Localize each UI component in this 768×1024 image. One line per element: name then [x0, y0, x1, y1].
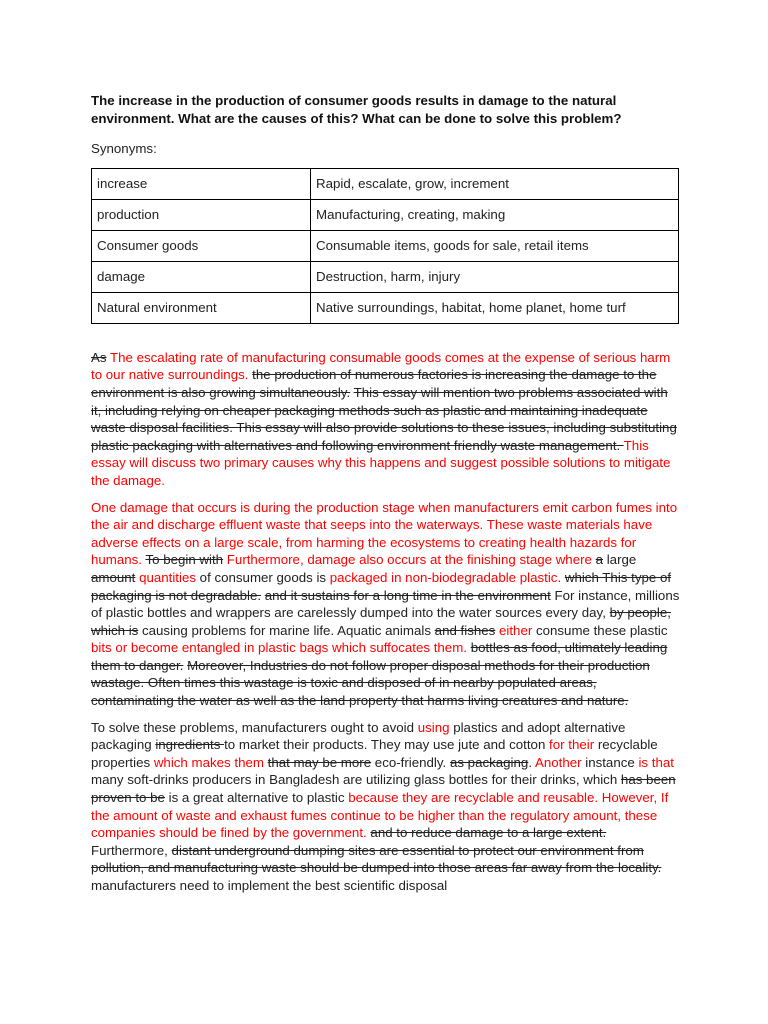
- essay-paragraph-solutions: [91, 719, 681, 895]
- synonym-word-cell: Natural environment: [92, 292, 311, 323]
- essay-text-run: recyclable properties: [91, 737, 658, 770]
- essay-text-run: plastics and adopt alternative packaging: [91, 719, 626, 753]
- synonym-word-cell: Consumer goods: [92, 230, 311, 261]
- inserted-text-run: One damage that occurs is during the production stage when manufacturers emit carbon fumes into the air and discharge effluent waste that seeps into the waterways. These waste materials have adverse effects on a large scale, from harming the ecosystems to creating health hazards for humans.: [91, 499, 678, 568]
- essay-text-run: causing problems for marine life. Aquatic animals: [138, 622, 435, 638]
- table-row: [92, 230, 679, 261]
- table-row: [92, 199, 679, 230]
- deleted-text-run: amount: [91, 569, 136, 585]
- essay-text-run: instance: [581, 754, 639, 770]
- deleted-text-run: To begin with: [145, 552, 224, 568]
- document-page: [91, 92, 681, 904]
- table-row: [92, 261, 679, 292]
- synonym-word-cell: increase: [92, 168, 311, 199]
- inserted-text-run: packaged in non-biodegradable plastic.: [329, 569, 562, 585]
- essay-paragraph-intro: [91, 349, 681, 490]
- deleted-text-run: Moreover, Industries do not follow proper disposal methods for their production wastage. Often times this wastage is toxic and disposed of in nearby populated areas, contaminating the water as well as the land property that harms living creatures and nature.: [91, 657, 650, 709]
- essay-paragraph-causes: [91, 499, 681, 710]
- deleted-text-run: as packaging: [449, 754, 529, 770]
- inserted-text-run: This essay will discuss two primary causes why this happens and suggest possible solutions to mitigate the damage.: [91, 437, 671, 488]
- essay-text-run: Furthermore,: [91, 842, 172, 858]
- essay-question: The increase in the production of consumer goods results in damage to the natural environment. What are the causes of this? What can be done to solve this problem?: [91, 93, 622, 126]
- inserted-text-run: either: [499, 622, 533, 638]
- synonym-word-cell: damage: [92, 261, 311, 292]
- deleted-text-run: and to reduce damage to a large extent.: [370, 825, 607, 841]
- deleted-text-run: This essay will mention two problems associated with it, including relying on cheaper packaging methods such as plastic and maintaining inadequate waste disposal facilities. This essay will also provide solutions to these issues, including substituting plastic packaging with alternatives and following environment friendly waste management.: [91, 384, 677, 453]
- deleted-text-run: which This type of packaging is not degradable.: [91, 569, 672, 603]
- deleted-text-run: As: [91, 349, 107, 365]
- table-row: [92, 292, 679, 323]
- table-row: [92, 168, 679, 199]
- deleted-text-run: has been proven to be: [91, 772, 676, 806]
- essay-text-run: to market their products. They may use jute and cotton: [224, 737, 550, 753]
- inserted-text-run: The escalating rate of manufacturing consumable goods comes at the expense of serious harm to our native surroundings.: [91, 349, 671, 383]
- deleted-text-run: that may be more: [267, 754, 372, 770]
- essay-text-run: To solve these problems, manufacturers ought to avoid: [91, 719, 418, 735]
- essay-text-run: manufacturers need to implement the best scientific disposal: [91, 878, 448, 893]
- synonym-list-cell: Rapid, escalate, grow, increment: [311, 168, 679, 199]
- synonyms-label: Synonyms:: [91, 141, 157, 157]
- essay-text-run: .: [528, 754, 535, 770]
- inserted-text-run: using: [417, 719, 450, 735]
- synonyms-table: [91, 168, 679, 324]
- essay-text-run: For instance, millions of plastic bottles and wrappers are carelessly dumped into the water sources every day,: [91, 587, 680, 621]
- deleted-text-run: a: [595, 552, 604, 568]
- synonym-list-cell: Native surroundings, habitat, home planet, home turf: [311, 292, 679, 323]
- inserted-text-run: quantities: [139, 569, 196, 585]
- essay-text-run: eco-friendly.: [371, 754, 450, 770]
- inserted-text-run: because they are recyclable and reusable. However, If the amount of waste and exhaust fumes continue to be higher than the regulatory amount, these companies should be fined by the government.: [91, 790, 669, 841]
- deleted-text-run: distant underground dumping sites are essential to protect our environment from pollution, and manufacturing waste should be dumped into those areas far away from the locality.: [91, 842, 662, 876]
- synonym-list-cell: Manufacturing, creating, making: [311, 199, 679, 230]
- synonym-list-cell: Consumable items, goods for sale, retail items: [311, 230, 679, 261]
- deleted-text-run: and it sustains for a long time in the environment: [264, 587, 551, 603]
- inserted-text-run: which makes them: [153, 754, 264, 770]
- inserted-text-run: Furthermore, damage also occurs at the finishing stage where: [226, 552, 592, 568]
- synonym-list-cell: Destruction, harm, injury: [311, 261, 679, 292]
- deleted-text-run: the production of numerous factories is increasing the damage to the environment is also growing simultaneously.: [91, 367, 657, 400]
- essay-text-run: of consumer goods is: [195, 569, 330, 585]
- essay-text-run: is a great alternative to plastic: [164, 790, 349, 806]
- inserted-text-run: Another: [534, 754, 582, 770]
- deleted-text-run: ingredients: [155, 737, 225, 753]
- inserted-text-run: is that: [638, 754, 674, 770]
- deleted-text-run: and fishes: [434, 622, 496, 638]
- inserted-text-run: for their: [549, 737, 595, 753]
- deleted-text-run: by people, which is: [91, 605, 671, 638]
- essay-text-run: consume these plastic: [532, 622, 668, 638]
- deleted-text-run: bottles as food, ultimately leading them to danger.: [91, 640, 668, 673]
- synonym-word-cell: production: [92, 199, 311, 230]
- inserted-text-run: bits or become entangled in plastic bags which suffocates them.: [91, 640, 467, 656]
- essay-text-run: large: [603, 552, 637, 568]
- essay-text-run: many soft-drinks producers in Bangladesh are utilizing glass bottles for their drinks, which: [91, 772, 621, 788]
